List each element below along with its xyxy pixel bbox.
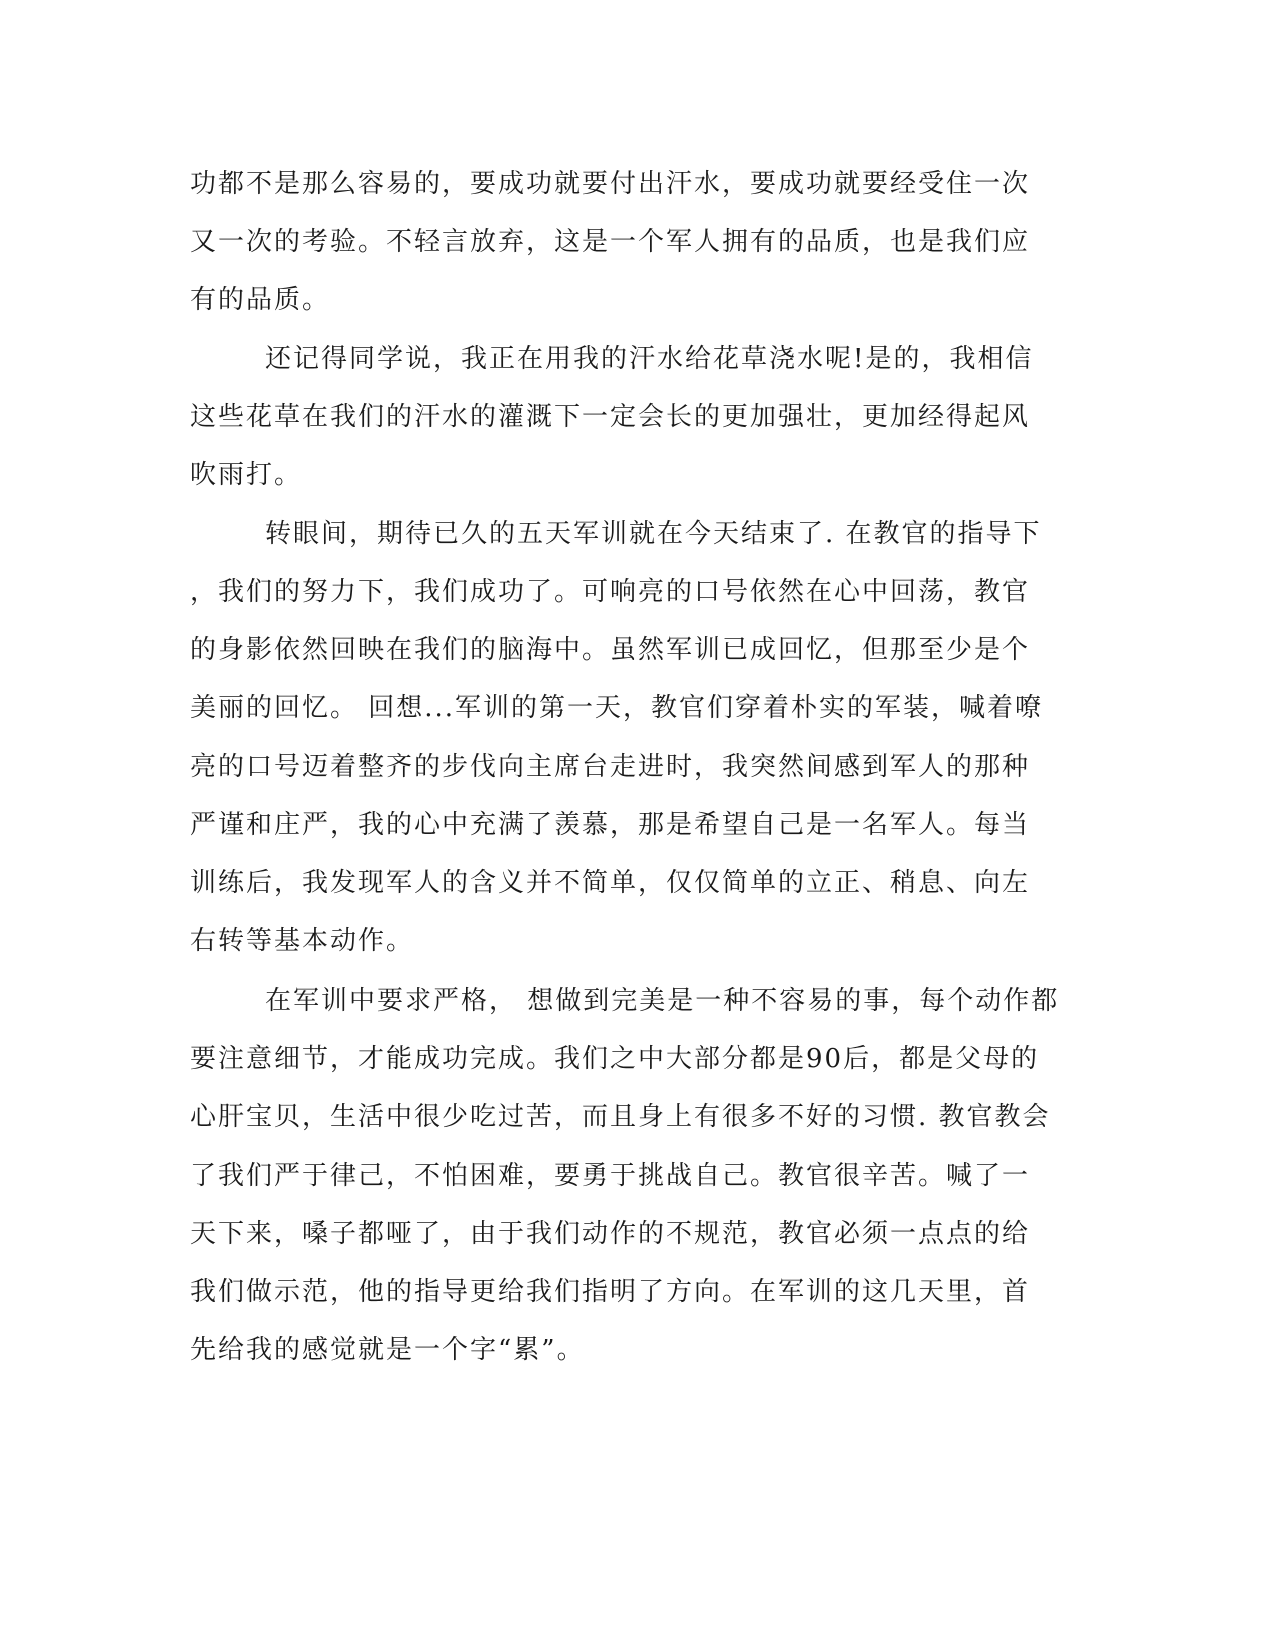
- text-line: 功都不是那么容易的，要成功就要付出汗水，要成功就要经受住一次: [190, 169, 1031, 199]
- text-line: 要注意细节，才能成功完成。我们之中大部分都是90后，都是父母的: [190, 1044, 1040, 1074]
- paragraph-first-line: 还记得同学说，我正在用我的汗水给花草浇水呢!是的，我相信: [265, 344, 1034, 374]
- paragraph-first-line: 转眼间，期待已久的五天军训就在今天结束了. 在教官的指导下: [265, 519, 1042, 549]
- paragraph-first-line: 在军训中要求严格， 想做到完美是一种不容易的事，每个动作都: [265, 986, 1060, 1016]
- text-line: 的身影依然回映在我们的脑海中。虽然军训已成回忆，但那至少是个: [190, 635, 1031, 665]
- text-line: 了我们严于律己，不怕困难，要勇于挑战自己。教官很辛苦。喊了一: [190, 1161, 1031, 1191]
- text-line: 先给我的感觉就是一个字“累”。: [190, 1335, 585, 1365]
- text-line: 这些花草在我们的汗水的灌溉下一定会长的更加强壮，更加经得起风: [190, 402, 1031, 432]
- text-line: 美丽的回忆。 回想...军训的第一天，教官们穿着朴实的军装，喊着嘹: [190, 693, 1044, 723]
- text-line: 右转等基本动作。: [190, 926, 415, 956]
- text-line: 有的品质。: [190, 285, 331, 315]
- text-line: 天下来，嗓子都哑了，由于我们动作的不规范，教官必须一点点的给: [190, 1219, 1031, 1249]
- text-line: 我们做示范，他的指导更给我们指明了方向。在军训的这几天里，首: [190, 1277, 1031, 1307]
- text-line: ，我们的努力下，我们成功了。可响亮的口号依然在心中回荡，教官: [190, 577, 1031, 607]
- text-line: 训练后，我发现军人的含义并不简单，仅仅简单的立正、稍息、向左: [190, 868, 1031, 898]
- text-line: 又一次的考验。不轻言放弃，这是一个军人拥有的品质，也是我们应: [190, 227, 1031, 257]
- text-line: 亮的口号迈着整齐的步伐向主席台走进时，我突然间感到军人的那种: [190, 752, 1031, 782]
- text-line: 心肝宝贝，生活中很少吃过苦，而且身上有很多不好的习惯. 教官教会: [190, 1102, 1051, 1132]
- text-line: 吹雨打。: [190, 460, 303, 490]
- text-line: 严谨和庄严，我的心中充满了羡慕，那是希望自己是一名军人。每当: [190, 810, 1031, 840]
